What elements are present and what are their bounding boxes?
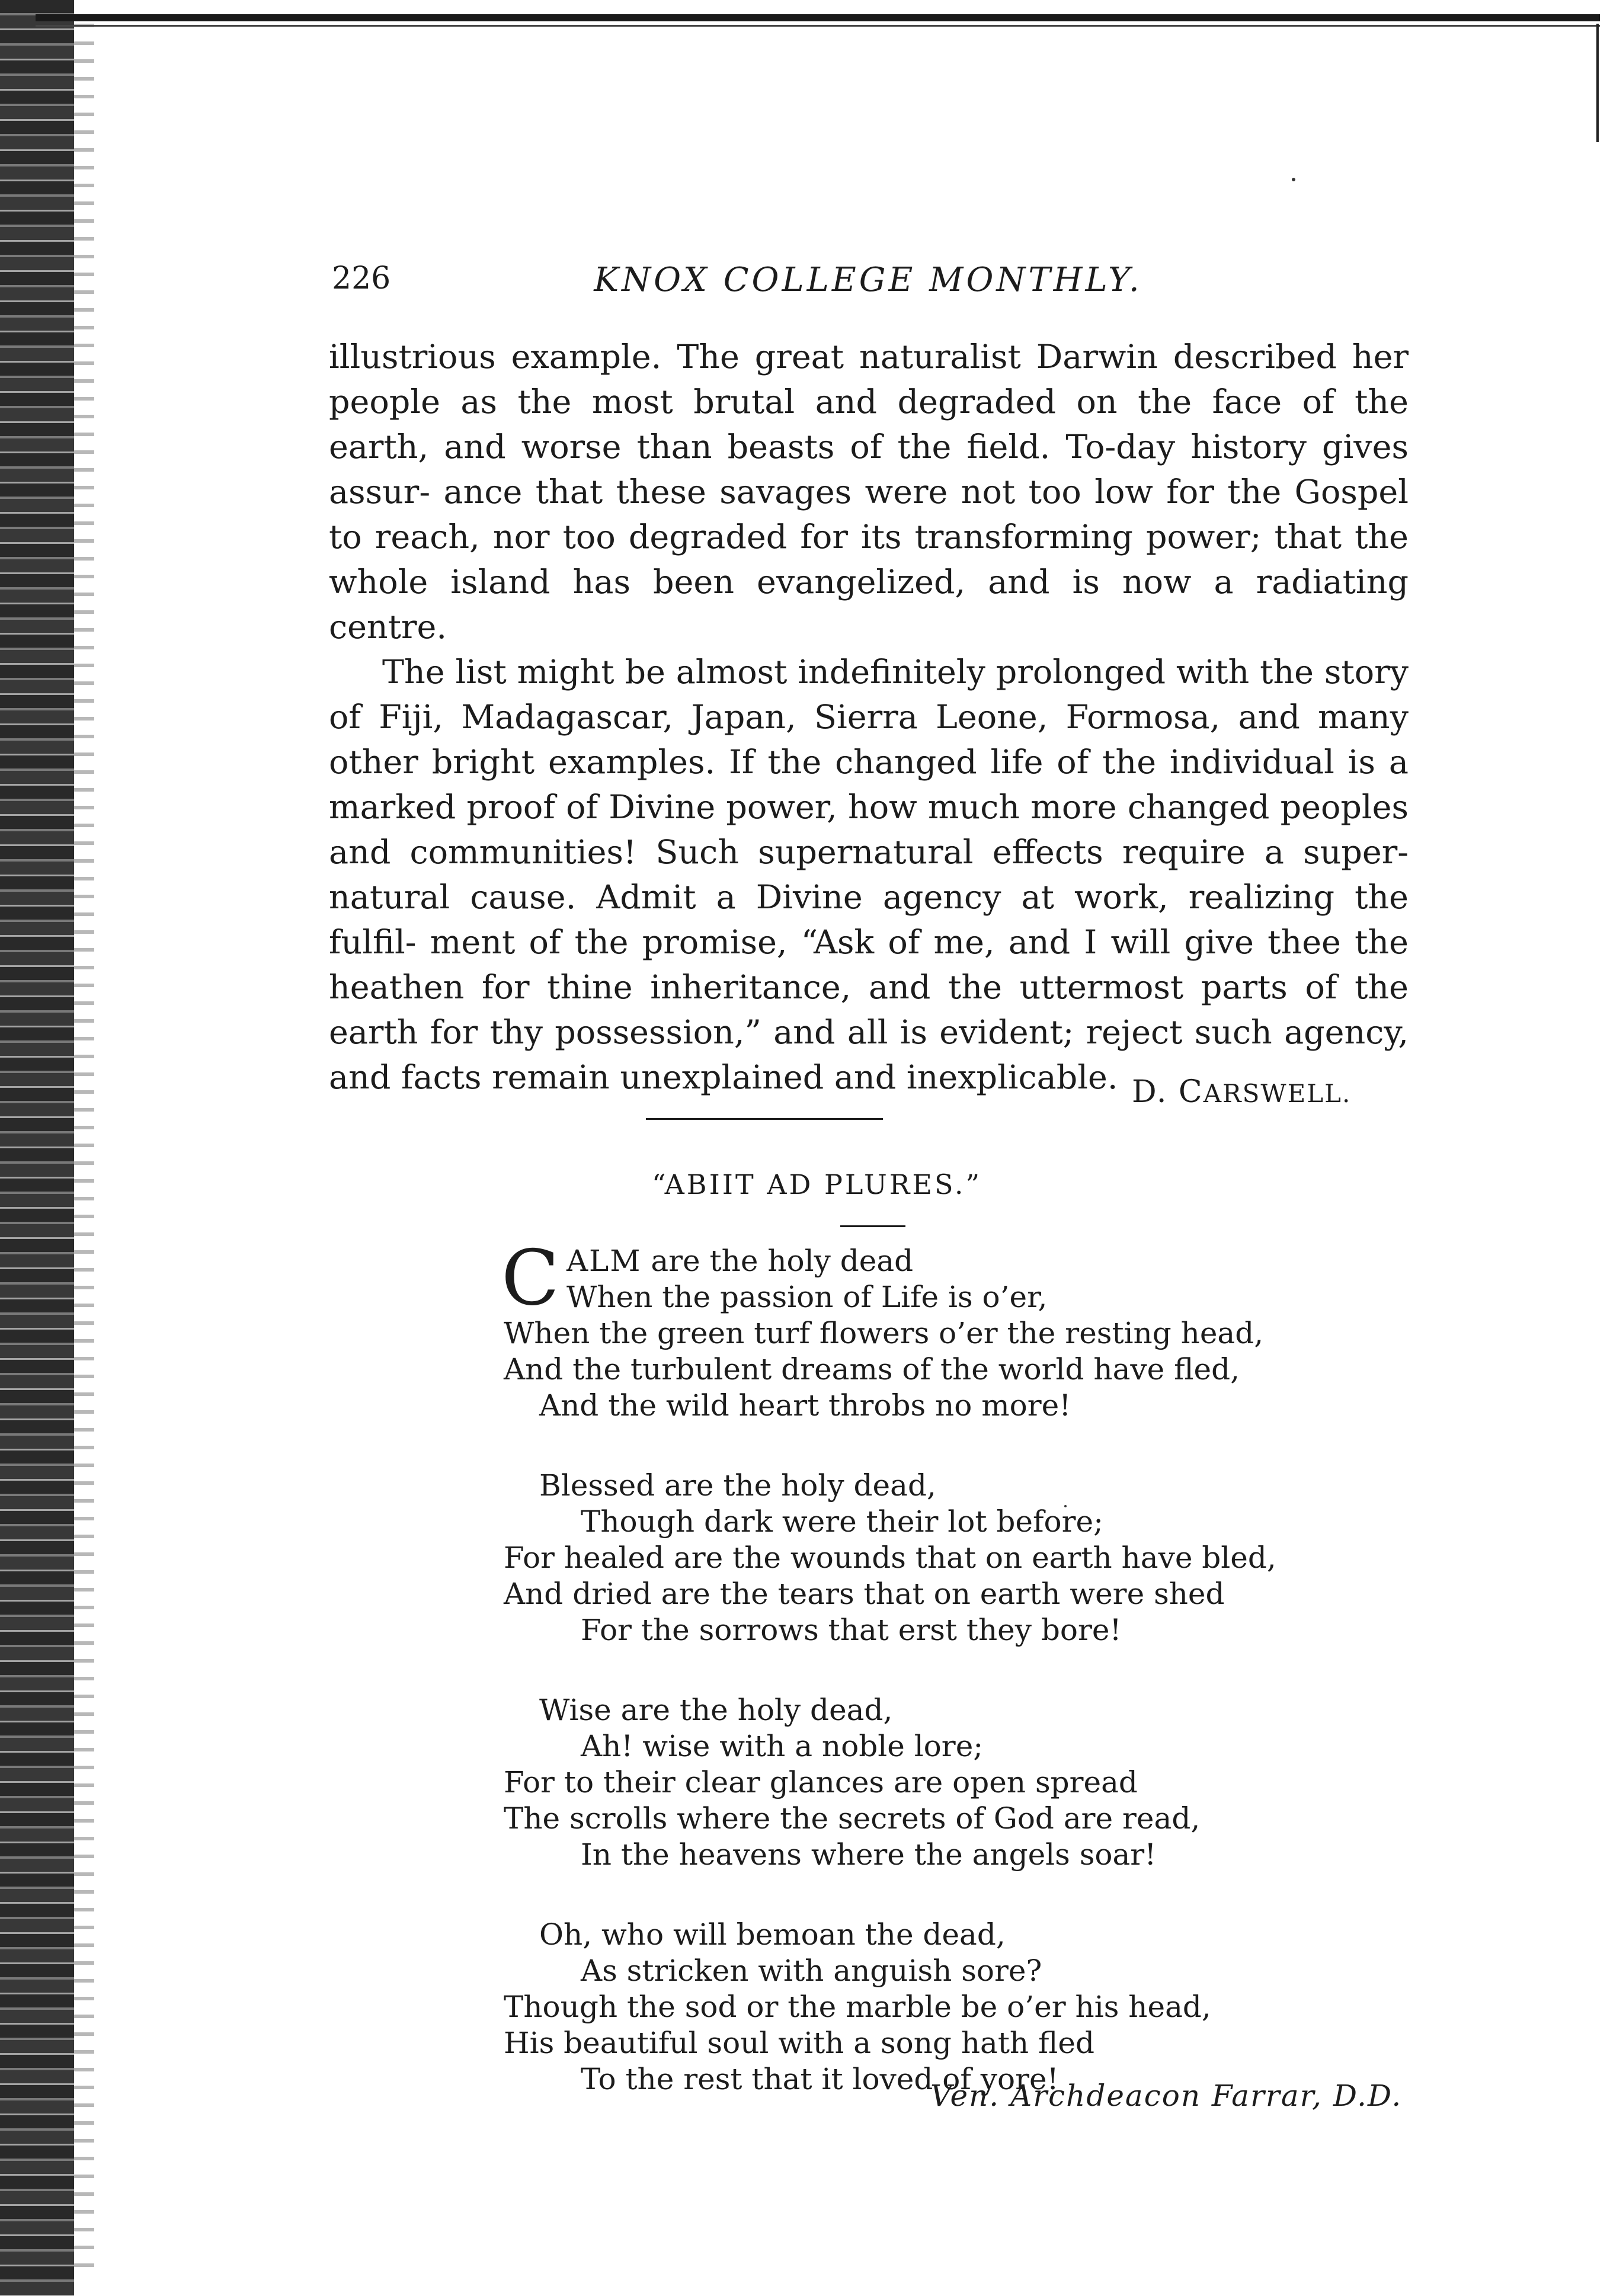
poem-line-rest: are the holy dead	[641, 1244, 914, 1278]
scanned-top-border-thin	[36, 25, 1600, 27]
article-body	[329, 335, 1409, 1100]
poem-line: And the wild heart throbs no more!	[539, 1388, 1071, 1423]
scanned-binding-edge	[0, 0, 74, 2296]
poem-line: When the passion of Life is o’er,	[566, 1280, 1048, 1314]
scanned-right-border	[1596, 24, 1599, 142]
poem-title: “ABIIT AD PLURES.”	[652, 1168, 982, 1200]
scan-speck	[1292, 178, 1295, 181]
poem-line: Though dark were their lot before;	[581, 1504, 1103, 1539]
scanned-binding-shadow	[74, 24, 94, 2275]
scanned-top-border	[36, 14, 1600, 21]
section-divider	[646, 1118, 883, 1120]
poem-line: And the turbulent dreams of the world have fled,	[504, 1352, 1240, 1386]
page-number: 226	[332, 261, 391, 296]
poem-line: As stricken with anguish sore?	[581, 1954, 1042, 1988]
stanza	[501, 1234, 1393, 1424]
poem-line: When the green turf flowers o’er the resting head,	[504, 1316, 1264, 1350]
poem	[501, 1234, 1393, 2141]
poem-line-caps: ALM	[566, 1244, 642, 1278]
signature-small-caps: ARSWELL.	[1203, 1079, 1352, 1108]
poem-line: For to their clear glances are open spread	[504, 1765, 1138, 1799]
poem-line: Oh, who will bemoan the dead,	[539, 1917, 1006, 1952]
poem-line	[504, 1243, 1393, 1279]
title-underline	[840, 1225, 905, 1227]
poem-line: Blessed are the holy dead,	[539, 1468, 936, 1503]
poem-line: Though the sod or the marble be o’er his head,	[504, 1990, 1211, 2024]
poem-line: The scrolls where the secrets of God are read,	[504, 1801, 1201, 1836]
stanza	[504, 1917, 1393, 2098]
paragraph: illustrious example. The great naturalist Darwin described her people as the most brutal and degraded on the face of the earth, and worse than beasts of the field. To-day history gives assur- ance that these savages were not too low for the Gospel to reach, nor too degraded for its transforming power; that the whole island has been evangelized, and is now a radiating centre.	[329, 338, 1409, 646]
running-header	[332, 261, 1404, 308]
poem-attribution: Ven. Archdeacon Farrar, D.D.	[930, 2079, 1403, 2113]
stanza	[504, 1468, 1393, 1648]
stanza	[504, 1692, 1393, 1873]
poem-line: For healed are the wounds that on earth have bled,	[504, 1541, 1276, 1575]
poem-line: In the heavens where the angels soar!	[581, 1837, 1157, 1872]
poem-line: To the rest that it loved of yore!	[581, 2062, 1059, 2096]
poem-line: For the sorrows that erst they bore!	[581, 1613, 1122, 1647]
poem-line: His beautiful soul with a song hath fled	[504, 2026, 1094, 2060]
poem-line: Ah! wise with a noble lore;	[581, 1729, 984, 1763]
poem-line: And dried are the tears that on earth were shed	[504, 1577, 1225, 1611]
signature-initial: D. C	[1132, 1074, 1204, 1110]
running-title: KNOX COLLEGE MONTHLY.	[594, 261, 1142, 299]
author-signature	[1132, 1074, 1351, 1110]
drop-cap: C	[501, 1234, 559, 1322]
poem-line: Wise are the holy dead,	[539, 1693, 893, 1727]
paragraph: The list might be almost indefinitely prolonged with the story of Fiji, Madagascar, Japan, Sierra Leone, Formosa, and many other bright examples. If the changed life of the individual is a marked proof of Divine power, how much more changed peoples and communities! Such supernatural effects require a super- natural cause. Admit a Divine agency at work, realizing the fulfil- ment of the promise, “Ask of me, and I will give thee the heathen for thine inheritance, and the uttermost parts of the earth for thy possession,” and all is evident; reject such agency, and facts remain unexplained and inexplicable.	[329, 653, 1409, 1097]
